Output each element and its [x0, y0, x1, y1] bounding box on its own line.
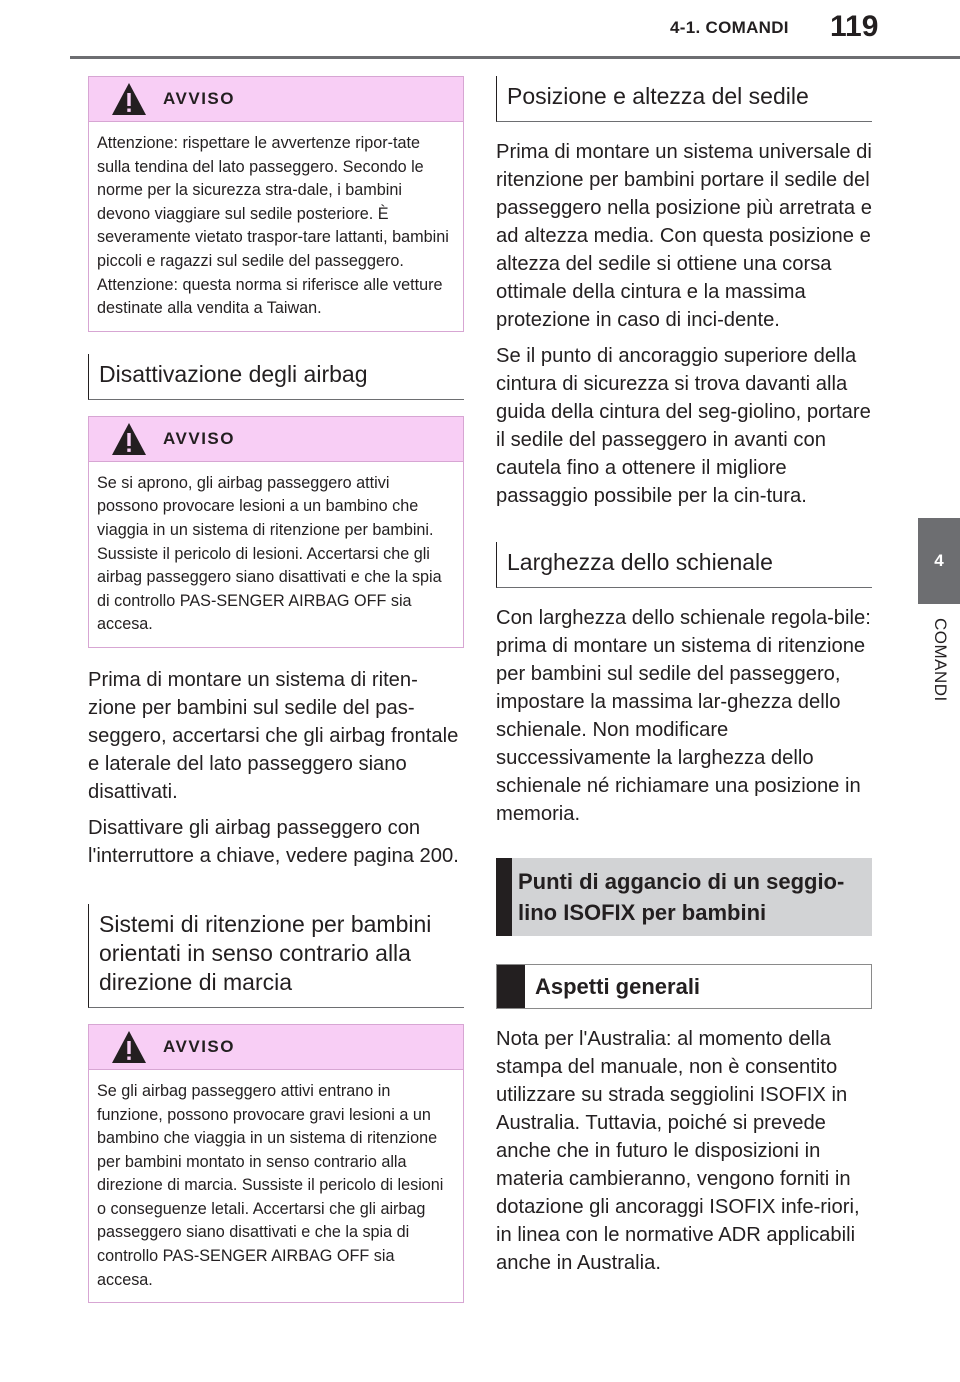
warning-box [88, 416, 464, 648]
heading-seat-position: Posizione e altezza del sedile [496, 76, 872, 122]
heading-rear-facing-seats: Sistemi di ritenzione per bambini orientati in senso contrario alla direzione di marcia [88, 904, 464, 1008]
warning-triangle-icon [111, 421, 147, 457]
warning-box [88, 76, 464, 332]
warning-text: Attenzione: rispettare le avvertenze ripor-tate sulla tendina del lato passeggero. Secondo le norme per la sicurezza stra-dale, i bambini devono viaggiare sul sedile posteriore. È severamente vietato traspor-tare lattanti, bambini piccoli e ragazzi sul sedile del passeggero. Attenzione: questa norma si riferisce alle vetture destinate alla vendita a Taiwan. [97, 134, 449, 318]
section-heading-isofix [496, 858, 872, 936]
warning-header [89, 1025, 463, 1070]
sub-heading-general [496, 964, 872, 1009]
chapter-number: 4 [934, 551, 944, 570]
paragraph: Nota per l'Australia: al momento della stampa del manuale, non è consentito utilizzare su strada seggiolini ISOFIX in Australia. Tuttavia, poiché si prevede anche che in futuro le disposizioni in materia cambieranno, vengono forniti in dotazione gli ancoraggi ISOFIX infe-riori, in linea con le normative ADR applicabili anche in Australia. [496, 1028, 860, 1274]
warning-title: AVVISO [163, 1036, 235, 1056]
sub-heading-text: Aspetti generali [535, 974, 701, 999]
warning-triangle-icon [111, 1029, 147, 1065]
warning-title: AVVISO [163, 428, 235, 448]
heading-airbag-deactivation: Disattivazione degli airbag [88, 354, 464, 400]
warning-triangle-icon [111, 81, 147, 117]
warning-header [89, 417, 463, 462]
section-title: 4-1. COMANDI [670, 18, 789, 37]
warning-box [88, 1024, 464, 1303]
heading-backrest-width: Larghezza dello schienale [496, 542, 872, 588]
page-number: 119 [830, 10, 879, 43]
section-heading-text: Punti di aggancio di un seggio-lino ISOFIX per bambini [518, 869, 845, 925]
sub-heading-bar [497, 965, 525, 1008]
chapter-label: COMANDI [931, 618, 950, 702]
chapter-tab[interactable] [918, 518, 960, 604]
paragraph: Prima di montare un sistema universale di ritenzione per bambini portare il sedile del passeggero nella posizione più arretrata e ad altezza media. Con questa posizione e altezza del sedile si ottiene una corsa ottimale della cintura e la massima protezione in caso di inci-dente. [496, 141, 872, 331]
right-column [496, 76, 872, 1285]
paragraph: Se il punto di ancoraggio superiore della cintura di sicurezza si trova davanti alla guida della cintura del seg-giolino, portare il sedile del passeggero in avanti con cautela fino a ottenere il migliore passaggio possibile per la cin-tura. [496, 345, 871, 507]
paragraph: Disattivare gli airbag passeggero con l'interruttore a chiave, vedere pagina 200. [88, 816, 459, 867]
header-rule [70, 56, 960, 59]
paragraph: Prima di montare un sistema di riten-zione per bambini sul sedile del pas-seggero, accertarsi che gli airbag frontale e laterale del lato passeggero siano disattivati. [88, 668, 459, 803]
warning-text: Se si aprono, gli airbag passeggero attivi possono provocare lesioni a un bambino che viaggia in un sistema di ritenzione per bambini. Sussiste il pericolo di lesioni. Accertarsi che gli airbag passeggero siano disattivati e che la spia di controllo PAS-SENGER AIRBAG OFF sia accesa. [97, 473, 442, 634]
warning-title: AVVISO [163, 89, 235, 108]
warning-header [89, 77, 463, 122]
section-bar [496, 858, 512, 936]
paragraph: Con larghezza dello schienale regola-bile: prima di montare un sistema di ritenzione per bambini sul sedile del passeggero, impostare la massima lar-ghezza dello schienale. Non modificare successivamente la larghezza dello schienale né richiamare una posizione in memoria. [496, 607, 871, 825]
left-column [88, 76, 464, 1321]
warning-text: Se gli airbag passeggero attivi entrano in funzione, possono provocare gravi lesioni a un bambino che viaggia in un sistema di ritenzione per bambini montato in senso contrario alla direzione di marcia. Sussiste il pericolo di lesioni o conseguenze letali. Accertarsi che gli airbag passeggero siano disattivati e che la spia di controllo PAS-SENGER AIRBAG OFF sia accesa. [97, 1081, 444, 1289]
